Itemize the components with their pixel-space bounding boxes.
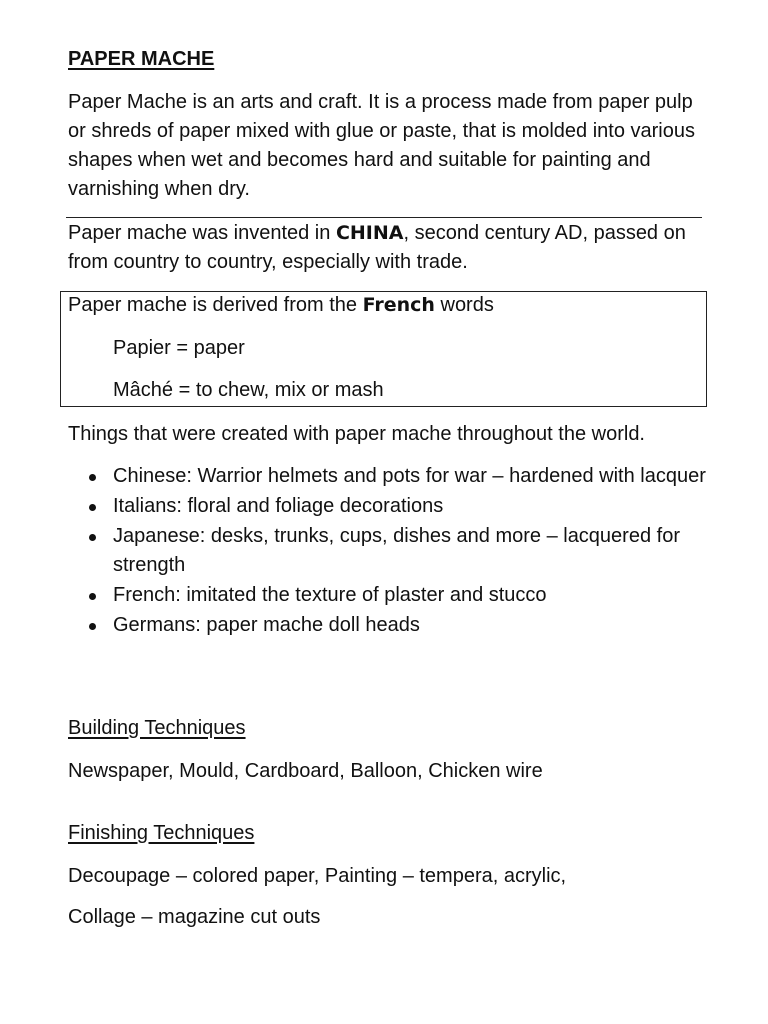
bullet-icon [89, 474, 96, 481]
invented-text-before: Paper mache was invented in [68, 222, 336, 244]
intro-paragraph: Paper Mache is an arts and craft. It is a process made from paper pulp or shreds of paper mixed with glue or paste, that is molded into various shapes when wet and becomes hard and suitable for painting and varnishing when dry. [68, 91, 695, 200]
list-item [68, 611, 708, 640]
list-item-text: Japanese: desks, trunks, cups, dishes and more – lacquered for strength [113, 525, 680, 576]
derivation-line [68, 291, 494, 320]
derivation-text-before: Paper mache is derived from the [68, 294, 363, 316]
finishing-techniques-line-2: Collage – magazine cut outs [68, 906, 321, 928]
list-item [68, 492, 708, 521]
bullet-icon [89, 504, 96, 511]
finishing-techniques-line-1: Decoupage – colored paper, Painting – tempera, acrylic, [68, 865, 567, 887]
bullet-icon [89, 534, 96, 541]
invented-text-after: , second century AD, passed on from country to country, especially with trade. [68, 222, 686, 273]
list-item [68, 522, 708, 580]
list-item-text: French: imitated the texture of plaster and stucco [113, 584, 547, 606]
list-item [68, 462, 708, 491]
building-techniques-heading: Building Techniques [68, 717, 246, 739]
things-intro: Things that were created with paper mache throughout the world. [68, 423, 645, 445]
bullet-icon [89, 593, 96, 600]
papier-definition: Papier = paper [113, 337, 245, 359]
invented-paragraph [68, 219, 708, 277]
derivation-language: French [362, 294, 435, 316]
bullet-icon [89, 623, 96, 630]
horizontal-divider [66, 217, 702, 218]
list-item-text: Italians: floral and foliage decorations [113, 495, 444, 517]
derivation-text-after: words [434, 294, 494, 316]
list-item-text: Germans: paper mache doll heads [113, 614, 420, 636]
invented-country: CHINA [335, 222, 404, 244]
list-item-text: Chinese: Warrior helmets and pots for war – hardened with lacquer [113, 465, 706, 487]
creations-list [68, 462, 708, 641]
mache-definition: Mâché = to chew, mix or mash [113, 379, 384, 401]
document-title: PAPER MACHE [68, 48, 215, 70]
finishing-techniques-heading: Finishing Techniques [68, 822, 255, 844]
building-techniques-text: Newspaper, Mould, Cardboard, Balloon, Chicken wire [68, 760, 543, 782]
list-item [68, 581, 708, 610]
